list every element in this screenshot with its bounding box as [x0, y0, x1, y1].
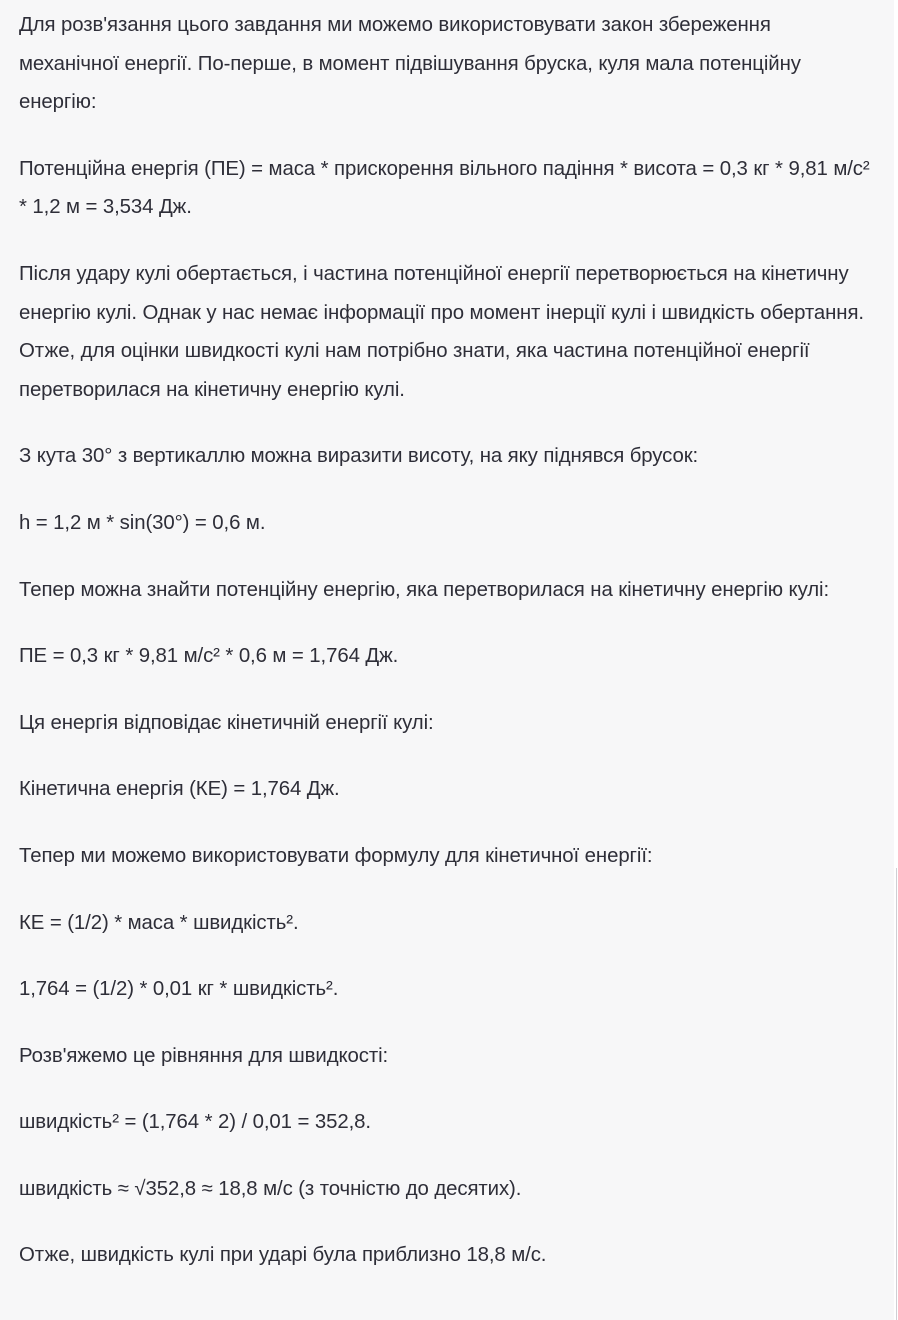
- paragraph-intro: Для розв'язання цього завдання ми можемо використовувати закон збереження механічної енергії. По-перше, в момент підвішування бруска, куля мала потенційну енергію:: [19, 14, 801, 114]
- paragraph-rotation: Після удару кулі обертається, і частина потенційної енергії перетворюється на кінетичну енергію кулі. Однак у нас немає інформації про момент інерції кулі і швидкість обертання. Отже, для оцінки швидкості кулі нам потрібно знати, яка частина потенційної енергії перетворилася на кінетичну енергію кулі.: [19, 262, 864, 401]
- paragraph-energy-match: Ця енергія відповідає кінетичній енергії кулі:: [19, 711, 434, 734]
- paragraph-height-formula: h = 1,2 м * sin(30°) = 0,6 м.: [19, 511, 266, 534]
- paragraph-find-energy: Тепер можна знайти потенційну енергію, яка перетворилася на кінетичну енергію кулі:: [19, 578, 830, 601]
- paragraph-angle: З кута 30° з вертикаллю можна виразити висоту, на яку піднявся брусок:: [19, 445, 699, 468]
- paragraph-energy-formula: ПЕ = 0,3 кг * 9,81 м/с² * 0,6 м = 1,764 Дж.: [19, 645, 399, 668]
- paragraph-kinetic-energy: Кінетична енергія (КЕ) = 1,764 Дж.: [19, 778, 340, 801]
- paragraph-velocity: швидкість ≈ √352,8 ≈ 18,8 м/с (з точністю до десятих).: [19, 1177, 522, 1200]
- paragraph-ke-formula: КЕ = (1/2) * маса * швидкість².: [19, 911, 299, 934]
- scrollbar-track[interactable]: [896, 868, 897, 1320]
- paragraph-potential-energy: Потенційна енергія (ПЕ) = маса * прискорення вільного падіння * висота = 0,3 кг * 9,81 м/с² * 1,2 м = 3,534 Дж.: [19, 157, 870, 219]
- paragraph-velocity-squared: швидкість² = (1,764 * 2) / 0,01 = 352,8.: [19, 1111, 371, 1134]
- paragraph-solve: Розв'яжемо це рівняння для швидкості:: [19, 1044, 389, 1067]
- paragraph-conclusion: Отже, швидкість кулі при ударі була приблизно 18,8 м/с.: [19, 1244, 547, 1267]
- paragraph-formula-intro: Тепер ми можемо використовувати формулу для кінетичної енергії:: [19, 844, 653, 867]
- paragraph-substitution: 1,764 = (1/2) * 0,01 кг * швидкість².: [19, 978, 339, 1001]
